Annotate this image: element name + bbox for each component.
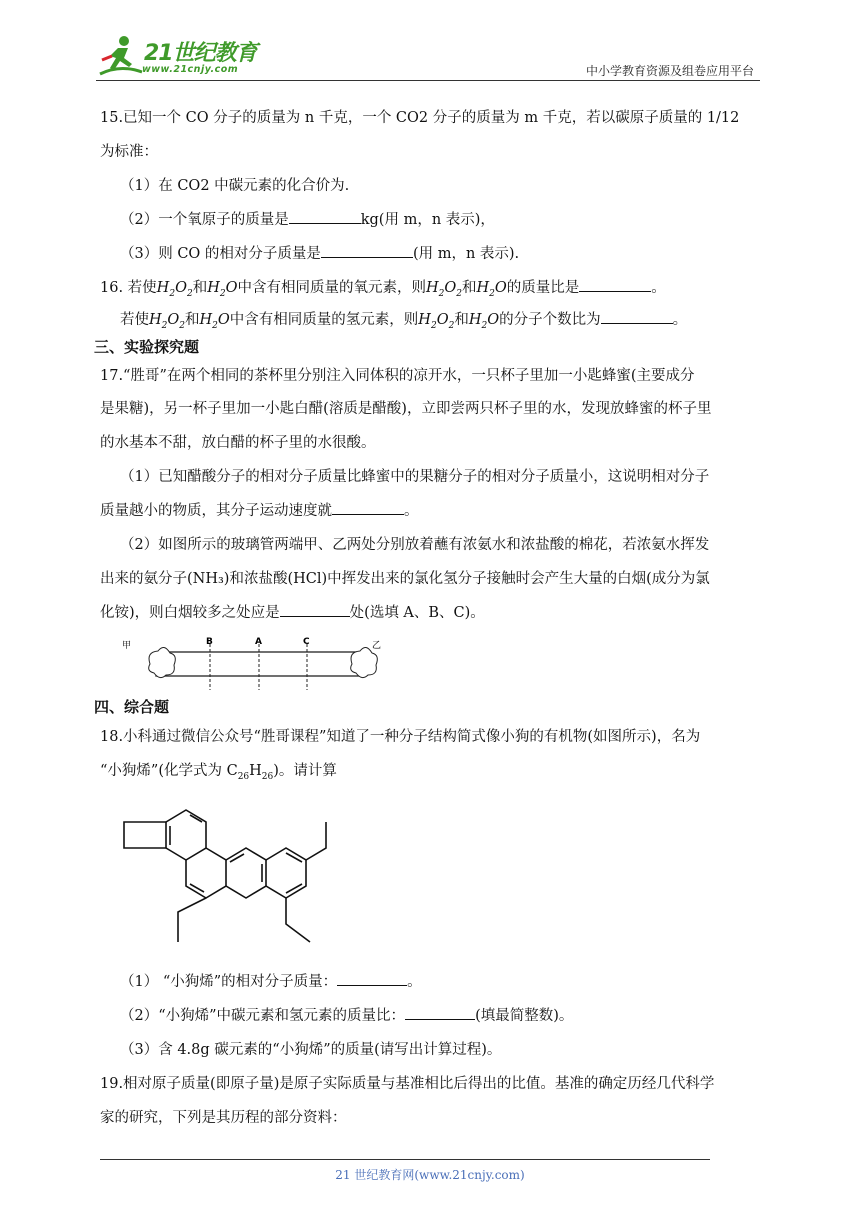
h2o2-formula: [156, 280, 193, 299]
label-a: A: [255, 637, 262, 647]
q16-l2-b: 和: [185, 312, 200, 328]
q15-sub3-text-b: (用 m，n 表示).: [412, 246, 520, 262]
h2o2-formula: [418, 312, 455, 331]
q17-sub2-text-a: 化铵)，则白烟较多之处应是: [100, 605, 280, 621]
q18-sub1-text-b: 。: [407, 974, 422, 990]
q18-sub2-text-b: (填最简整数)。: [475, 1008, 574, 1024]
q15-sub1: （1）在 CO2 中碳元素的化合价为.: [120, 178, 350, 194]
page-header: [96, 34, 760, 82]
h2o-formula: [468, 312, 500, 331]
q19-stem-line1: 19.相对原子质量(即原子量)是原子实际质量与基准相比后得出的比值。基准的确定历经几代科学: [100, 1076, 715, 1092]
h2o2-o: O: [175, 280, 187, 296]
q17-sub2-blank[interactable]: [280, 602, 350, 618]
q18-sub2: [100, 1004, 573, 1025]
q18-stem-h: H: [249, 763, 262, 779]
cotton-right: [351, 647, 378, 677]
h2o2-o-sub: 2: [448, 320, 455, 331]
h2o2-h-sub: 2: [161, 320, 168, 331]
q15-sub2-blank[interactable]: [289, 209, 361, 225]
h2o2-formula: [425, 280, 462, 299]
q18-sub2-text-a: （2）“小狗烯”中碳元素和氢元素的质量比：: [120, 1008, 406, 1024]
h2o2-h: H: [418, 312, 431, 328]
q16-l2-e: 的分子个数比为: [499, 312, 601, 328]
q16-l1-c: 中含有相同质量的氧元素，则: [237, 280, 426, 296]
runner-logo-icon: [96, 34, 144, 78]
h2o-h-sub: 2: [481, 320, 488, 331]
q17-stem-line2: 是果糖)，另一杯子里加一小匙白醋(溶质是醋酸)，立即尝两只杯子里的水，发现放蜂蜜的杯子里: [100, 401, 712, 417]
h2o-h: H: [199, 312, 213, 328]
q15-sub2: [100, 208, 495, 229]
h2o-formula: [207, 280, 238, 299]
h2o2-o: O: [167, 312, 180, 328]
q16-l2-f: 。: [672, 312, 688, 328]
h2o2-o: O: [436, 312, 449, 328]
q17-sub2-line3: [100, 601, 485, 622]
h2o-o: O: [225, 280, 238, 296]
q17-sub2-line1: （2）如图所示的玻璃管两端甲、乙两处分别放着蘸有浓氨水和浓盐酸的棉花，若浓氨水挥发: [120, 537, 710, 553]
h2o-o: O: [217, 312, 230, 328]
h2o2-h: H: [425, 280, 439, 296]
q17-sub1-blank[interactable]: [332, 500, 404, 516]
q18-c-sub: 26: [237, 771, 250, 782]
h2o-formula: [199, 312, 230, 331]
h2o-h: H: [207, 280, 220, 296]
q16-l2-c: 中含有相同质量的氢元素，则: [229, 312, 419, 328]
label-c: C: [303, 637, 310, 647]
h2o2-h-sub: 2: [169, 288, 176, 299]
q17-sub2-text-b: 处(选填 A、B、C)。: [349, 605, 485, 621]
q15-sub3: [100, 242, 519, 263]
logo-text: 21世纪教育: [144, 41, 257, 66]
site-logo[interactable]: [96, 34, 266, 80]
h2o-o: O: [487, 312, 500, 328]
q18-sub3: （3）含 4.8g 碳元素的“小狗烯”的质量(请写出计算过程)。: [120, 1042, 502, 1058]
q18-stem-line1: 18.小科通过微信公众号“胜哥课程”知道了一种分子结构简式像小狗的有机物(如图所示)，名为: [100, 729, 701, 745]
q16-l1-b: 和: [192, 280, 208, 296]
h2o-h-sub: 2: [219, 288, 226, 299]
header-divider: [96, 80, 760, 81]
q17-stem-line3: 的水基本不甜，放白醋的杯子里的水很酸。: [100, 435, 376, 451]
q16-l1-f: 。: [651, 280, 666, 296]
q17-sub1-line2: [100, 499, 419, 520]
q18-sub2-blank[interactable]: [405, 1005, 475, 1021]
q16-l2-a: 若使: [120, 312, 149, 328]
q18-h-sub: 26: [261, 771, 274, 782]
q17-sub1-text-b: 。: [404, 503, 419, 519]
q16-line2: [100, 308, 687, 331]
h2o2-o-sub: 2: [186, 288, 193, 299]
footer-divider: [100, 1159, 710, 1160]
h2o-h: H: [468, 312, 482, 328]
q16-l2-d: 和: [454, 312, 469, 328]
q18-stem-line2: [100, 759, 337, 782]
h2o2-h: H: [156, 280, 170, 296]
q18-stem-a: “小狗烯”(化学式为 C: [100, 763, 238, 779]
q18-stem-e: )。请计算: [273, 763, 337, 779]
label-jia: 甲: [122, 641, 132, 651]
q15-stem-line2: 为标准：: [100, 144, 158, 160]
h2o-o: O: [494, 280, 507, 296]
platform-title: 中小学教育资源及组卷应用平台: [585, 64, 754, 78]
q19-stem-line2: 家的研究，下列是其历程的部分资料：: [100, 1110, 347, 1126]
q16-l1-d: 和: [461, 280, 477, 296]
q15-sub2-text-b: kg(用 m，n 表示)，: [360, 212, 495, 228]
q18-sub1: [100, 970, 422, 991]
q15-sub3-text-a: （3）则 CO 的相对分子质量是: [120, 246, 321, 262]
h2o-h-sub: 2: [212, 320, 218, 331]
h2o2-h-sub: 2: [430, 320, 437, 331]
q18-sub1-blank[interactable]: [337, 971, 407, 987]
h2o2-formula: [149, 312, 186, 331]
section4-title: 四、综合题: [94, 698, 170, 716]
h2o-h-sub: 2: [489, 288, 495, 299]
q16-l2-blank[interactable]: [601, 309, 673, 325]
q15-stem-line1: 15.已知一个 CO 分子的质量为 n 千克，一个 CO2 分子的质量为 m 千克，若以碳原子质量的 1/12: [100, 110, 740, 126]
footer-link[interactable]: 21 世纪教育网(www.21cnjy.com): [335, 1168, 525, 1182]
h2o-h: H: [476, 280, 490, 296]
q17-sub1-text-a: 质量越小的物质，其分子运动速度就: [100, 503, 332, 519]
q15-sub2-text-a: （2）一个氧原子的质量是: [120, 212, 289, 228]
h2o2-o-sub: 2: [179, 320, 186, 331]
q17-sub1-line1: （1）已知醋酸分子的相对分子质量比蜂蜜中的果糖分子的相对分子质量小，这说明相对分子: [120, 469, 710, 485]
q16-l1-e: 的质量比是: [506, 280, 580, 296]
q16-l1-blank[interactable]: [579, 277, 651, 293]
section3-title: 三、实验探究题: [94, 338, 200, 356]
q17-sub2-line2: 出来的氨分子(NH₃)和浓盐酸(HCl)中挥发出来的氯化氢分子接触时会产生大量的白烟(成分为氯: [100, 571, 710, 587]
q15-sub3-blank[interactable]: [321, 243, 413, 259]
h2o2-o: O: [444, 280, 457, 296]
h2o-formula: [476, 280, 507, 299]
label-b: B: [206, 637, 213, 647]
dog-ene-structure-diagram: [120, 794, 360, 954]
q16-line1: [100, 276, 666, 299]
h2o2-h: H: [149, 312, 162, 328]
q17-stem-line1: 17.“胜哥”在两个相同的茶杯里分别注入同体积的凉开水，一只杯子里加一小匙蜂蜜(主要成分: [100, 368, 695, 384]
h2o2-h-sub: 2: [438, 288, 445, 299]
glass-tube-figure: [120, 634, 390, 692]
q16-l1-a: 16. 若使: [100, 280, 157, 296]
h2o2-o-sub: 2: [456, 288, 462, 299]
logo-url: www.21cnjy.com: [142, 64, 239, 75]
label-yi: 乙: [372, 641, 382, 651]
q18-sub1-text-a: （1） “小狗烯”的相对分子质量：: [120, 974, 338, 990]
